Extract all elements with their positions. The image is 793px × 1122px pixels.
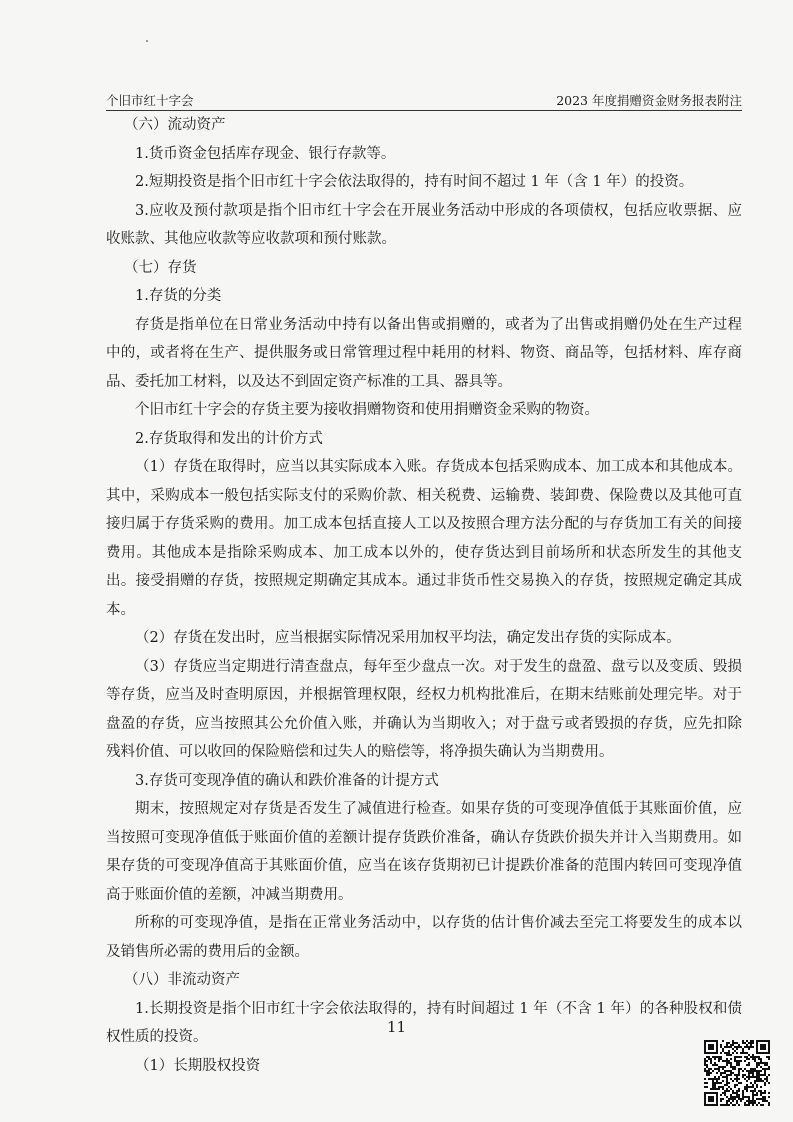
body-paragraph: 3.应收及预付款项是指个旧市红十字会在开展业务活动中形成的各项债权，包括应收票据、应收账款、其他应收款等应收款项和预付账款。	[106, 202, 742, 247]
body-paragraph: （2）存货在发出时，应当根据实际情况采用加权平均法，确定发出存货的实际成本。	[135, 630, 681, 646]
page-number: 11	[386, 1018, 407, 1036]
body-paragraph: 所称的可变现净值，是指在正常业务活动中，以存货的估计售价减去至完工将要发生的成本以及销售所必需的费用后的金额。	[106, 915, 742, 960]
body-paragraph: 1.长期投资是指个旧市红十字会依法取得的，持有时间超过 1 年（不含 1 年）的各种股权和债权性质的投资。	[106, 1000, 742, 1045]
header-org-name: 个旧市红十字会	[106, 93, 194, 108]
body-paragraph: 2.存货取得和发出的计价方式	[135, 430, 323, 447]
document-body	[106, 111, 742, 1080]
section-heading: （七）存货	[124, 259, 197, 276]
body-paragraph: （1）存货在取得时，应当以其实际成本入账。存货成本包括采购成本、加工成本和其他成本。其中，采购成本一般包括实际支付的采购价款、相关税费、运输费、装卸费、保险费以及其他可直接归属于存货采购的费用。加工成本包括直接人工以及按照合理方法分配的与存货加工有关的间接费用。其他成本是指除采购成本、加工成本以外的，使存货达到目前场所和状态所发生的其他支出。接受捐赠的存货，按照规定期确定其成本。通过非货币性交易换入的存货，按照规定确定其成本。	[106, 459, 742, 618]
body-paragraph: 期末，按照规定对存货是否发生了减值进行检查。如果存货的可变现净值低于其账面价值，应当按照可变现净值低于账面价值的差额计提存货跌价准备，确认存货跌价损失并计入当期费用。如果存货的可变现净值高于其账面价值，应当在该存货期初已计提跌价准备的范围内转回可变现净值高于账面价值的差额，冲减当期费用。	[106, 801, 742, 903]
body-paragraph: 个旧市红十字会的存货主要为接收捐赠物资和使用捐赠资金采购的物资。	[135, 402, 599, 418]
body-paragraph: 存货是指单位在日常业务活动中持有以备出售或捐赠的，或者为了出售或捐赠仍处在生产过程中的，或者将在生产、提供服务或日常管理过程中耗用的材料、物资、商品等，包括材料、库存商品、委托加工材料，以及达不到固定资产标准的工具、器具等。	[106, 316, 742, 390]
body-paragraph: 2.短期投资是指个旧市红十字会依法取得的，持有时间不超过 1 年（含 1 年）的投资。	[135, 174, 694, 190]
body-paragraph: （1）长期股权投资	[135, 1057, 261, 1074]
body-paragraph: 1.存货的分类	[135, 288, 222, 304]
body-paragraph: 1.货币资金包括库存现金、银行存款等。	[135, 145, 396, 162]
page-header	[106, 88, 742, 111]
section-heading: （八）非流动资产	[124, 972, 240, 988]
body-paragraph: （3）存货应当定期进行清查盘点，每年至少盘点一次。对于发生的盘盈、盘亏以及变质、毁损等存货，应当及时查明原因，并根据管理权限，经权力机构批准后，在期末结账前处理完毕。对于盘盈的存货，应当按照其公允价值入账，并确认为当期收入；对于盘亏或者毁损的存货，应先扣除残料价值、可以收回的保险赔偿和过失人的赔偿等，将净损失确认为当期费用。	[106, 658, 742, 760]
section-heading: （六）流动资产	[124, 117, 226, 133]
scan-speck	[146, 40, 148, 42]
body-paragraph: 3.存货可变现净值的确认和跌价准备的计提方式	[135, 772, 439, 789]
qr-code	[704, 1040, 770, 1106]
header-report-title: 2023 年度捐赠资金财务报表附注	[556, 93, 742, 108]
